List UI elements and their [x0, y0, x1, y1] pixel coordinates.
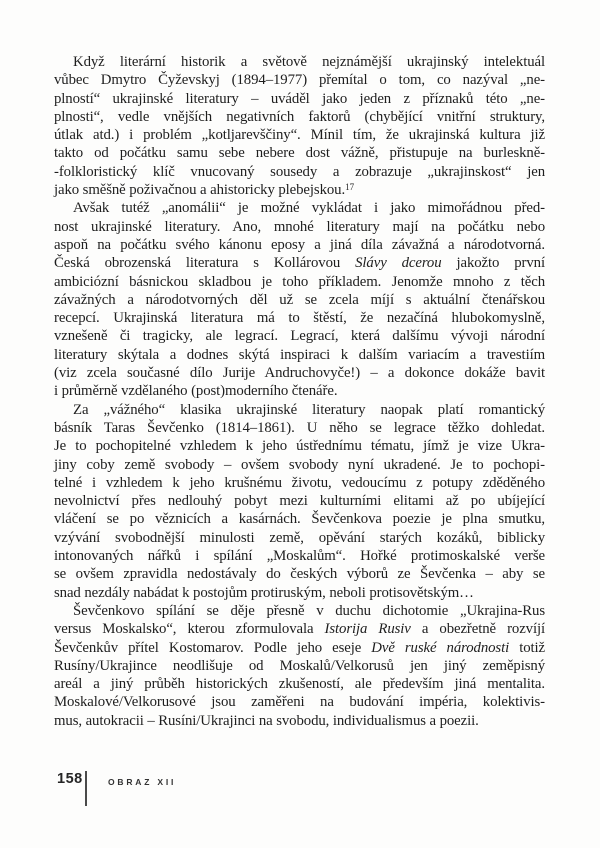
- text-run: jako směšně poživačnou a ahistoricky plebejskou.: [54, 182, 346, 199]
- footnote-marker: 17: [345, 182, 355, 193]
- text-run: nevolnictví přes nedlouhý pobyt mezi kulturními elitami až po ubíjející: [54, 493, 545, 510]
- text-line: [54, 218, 545, 236]
- text-run: plnosti“, vedle vnějších negativních faktorů (chybějící vnitřní struktury,: [54, 108, 545, 125]
- text-run: (viz zcela současné dílo Jurije Andruchovyče!) – a dokonce dokáže bavit: [54, 365, 545, 382]
- text-line: [54, 565, 545, 583]
- text-line: [54, 181, 545, 199]
- text-run: aspoň na počátku svého kánonu eposy a jiná díla závažná a národotvorná.: [54, 236, 545, 253]
- text-run: literatury skýtala a dodnes skýtá inspiraci k dalším variacím a travestiím: [54, 346, 545, 363]
- text-line: [54, 693, 545, 711]
- text-run: závažných a národotvorných děl už se zcela míjí s aktuální čtenářskou: [54, 291, 545, 308]
- text-line: [54, 254, 545, 272]
- text-line: [54, 364, 545, 382]
- text-run: takto od počátku samu sebe nebere dost vážně, přistupuje na burleskně-: [54, 145, 545, 162]
- text-line: [54, 273, 545, 291]
- paragraph: [54, 199, 545, 400]
- text-run: Za „vážného“ klasika ukrajinské literatury naopak platí romantický: [73, 401, 545, 418]
- text-run: snad nezdály nabádat k postojům protiruským, neboli protisovětským…: [54, 584, 474, 601]
- text-line: [54, 53, 545, 71]
- text-line: [54, 163, 545, 181]
- text-run: plností“ ukrajinské literatury – uváděl jako jeden z příznaků této „ne-: [54, 90, 545, 107]
- text-line: [54, 382, 545, 400]
- text-line: [54, 437, 545, 455]
- text-line: [54, 456, 545, 474]
- text-line: [54, 584, 545, 602]
- text-run: útlak atd.) i problém „kotljarevščiny“. Mínil tím, že ukrajinská kultura již: [54, 127, 545, 144]
- text-line: [54, 602, 545, 620]
- text-line: [54, 419, 545, 437]
- text-line: [54, 620, 545, 638]
- page-number: 158: [57, 771, 83, 787]
- text-line: [54, 291, 545, 309]
- paragraph: [54, 53, 545, 199]
- text-run: nost ukrajinské literatury. Ano, mnohé literatury mají na počátku nebo: [54, 218, 545, 235]
- text-run: totiž: [509, 639, 546, 656]
- text-run: básník Taras Ševčenko (1814–1861). U něho se legrace těžko dohledat.: [54, 419, 545, 436]
- text-run: vůbec Dmytro Čyževskyj (1894–1977) přemítal o tom, co nazýval „ne-: [54, 72, 545, 89]
- text-line: [54, 401, 545, 419]
- text-line: [54, 675, 545, 693]
- paragraph: [54, 602, 545, 730]
- text-line: [54, 108, 545, 126]
- text-run: se ovšem zpravidla nedostávaly do českých výborů ze Ševčenka – aby se: [54, 566, 545, 583]
- text-run: Avšak tutéž „anomálii“ je možné vykládat i jako mimořádnou před-: [73, 200, 545, 217]
- running-head: OBRAZ XII: [108, 777, 177, 787]
- text-line: [54, 144, 545, 162]
- text-run: vznešeně či tragicky, ale legrací. Legrací, která dalšímu vývoji národní: [54, 328, 545, 345]
- text-line: [54, 199, 545, 217]
- text-run: jiny coby země svobody – ovšem svobody nyní ukradené. Je to pochopi-: [54, 456, 545, 473]
- text-run: Dvě ruské národnosti: [371, 639, 510, 656]
- text-run: recepcí. Ukrajinská literatura má to štěstí, že nezačíná hlubokomyslně,: [54, 310, 545, 327]
- text-line: [54, 474, 545, 492]
- text-run: Istorija Rusiv: [324, 621, 411, 638]
- text-line: [54, 327, 545, 345]
- text-line: [54, 657, 545, 675]
- paragraph: [54, 401, 545, 602]
- text-run: areál a jiný průběh historických zkušeností, ale především jiná mentalita.: [54, 676, 545, 693]
- text-line: [54, 71, 545, 89]
- text-line: [54, 547, 545, 565]
- text-line: [54, 639, 545, 657]
- text-line: [54, 309, 545, 327]
- text-line: [54, 126, 545, 144]
- text-line: [54, 236, 545, 254]
- text-run: intonovaných nářků i spílání „Moskalům“. Hořké protimoskalské verše: [54, 548, 545, 565]
- text-run: Moskalové/Velkorusové jsou zaměřeni na budování impéria, kolektivis-: [54, 694, 545, 711]
- text-run: telné i vzhledem k jeho krušnému životu, vedoucímu z potupy zděděného: [54, 474, 545, 491]
- footer-divider-rule: [85, 771, 87, 806]
- text-run: vzývání svobodnější minulosti země, opěvání starých kozáků, biblicky: [54, 529, 545, 546]
- text-run: Když literární historik a světově nejznámější ukrajinský intelektuál: [73, 54, 545, 70]
- text-run: Rusíny/Ukrajince neodlišuje od Moskalů/Velkorusů jen jiný zeměpisný: [54, 657, 545, 674]
- body-text-block: [54, 53, 545, 730]
- page-footer: [0, 768, 600, 816]
- text-line: [54, 510, 545, 528]
- text-run: jakožto první: [441, 255, 545, 272]
- text-run: versus Moskalsko“, kterou zformulovala: [54, 621, 325, 638]
- text-line: [54, 712, 545, 730]
- text-line: [54, 90, 545, 108]
- text-run: i průměrně vzdělaného (post)moderního čtenáře.: [54, 383, 338, 400]
- text-line: [54, 529, 545, 547]
- text-run: vláčení se po věznicích a kasárnách. Ševčenkova poezie je plna smutku,: [54, 511, 545, 528]
- text-run: Je to pochopitelné vzhledem k jeho ústřednímu tématu, jímž je vize Ukra-: [54, 438, 545, 455]
- text-line: [54, 492, 545, 510]
- text-run: a obezřetně rozvíjí: [410, 621, 546, 638]
- text-run: ambiciózní básnickou skladbou je toho příkladem. Jenomže mnoho z těch: [54, 273, 545, 290]
- text-run: Ševčenkův přítel Kostomarov. Podle jeho eseje: [54, 639, 372, 656]
- text-run: Česká obrozenská literatura s Kollárovou: [54, 255, 356, 272]
- text-run: Ševčenkovo spílání se děje přesně v duchu dichotomie „Ukrajina-Rus: [73, 602, 545, 619]
- text-run: Slávy dcerou: [355, 255, 442, 272]
- text-run: -folkloristický klíč vnucovaný sousedy a zobrazuje „ukrajinskost“ jen: [54, 163, 545, 180]
- text-run: mus, autokracii – Rusíni/Ukrajinci na svobodu, individualismus a poezii.: [54, 712, 479, 729]
- text-line: [54, 346, 545, 364]
